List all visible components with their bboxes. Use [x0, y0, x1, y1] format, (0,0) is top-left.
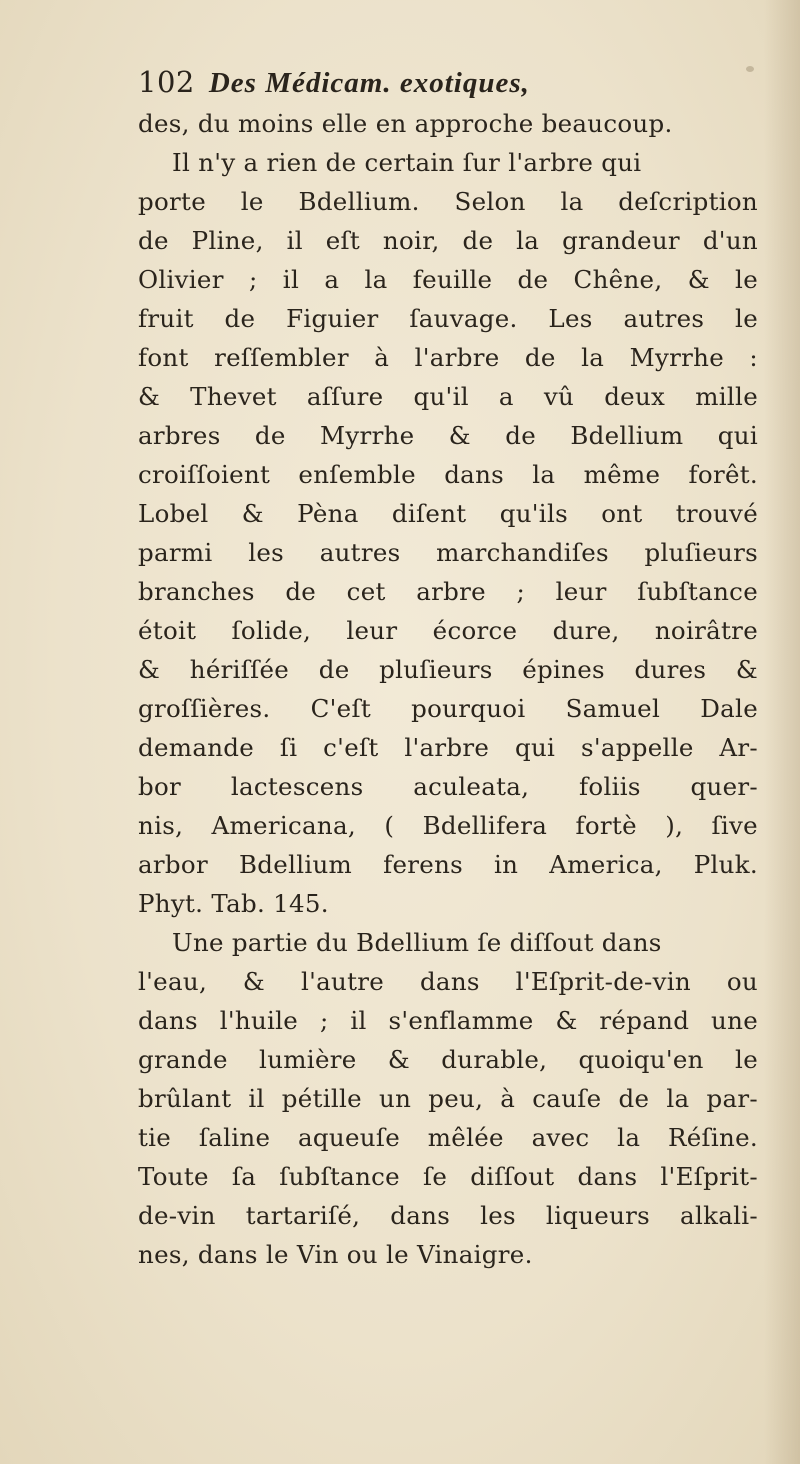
text-line: & Thevet aſſure qu'il a vû deux mille: [138, 382, 758, 411]
text-line: nes, dans le Vin ou le Vinaigre.: [138, 1240, 533, 1269]
text-line: branches de cet arbre ; leur ſubſtance: [138, 577, 758, 606]
text-line: font reſſembler à l'arbre de la Myrrhe :: [138, 343, 758, 372]
text-line: Lobel & Pèna diſent qu'ils ont trouvé: [138, 499, 758, 528]
page-edge-shadow: [764, 0, 800, 1464]
text-line: des, du moins elle en approche beaucoup.: [138, 109, 673, 138]
text-line: étoit ſolide, leur écorce dure, noirâtre: [138, 616, 758, 645]
text-line: fruit de Figuier ſauvage. Les autres le: [138, 304, 758, 333]
text-line: Une partie du Bdellium ſe diſſout dans: [172, 928, 662, 957]
text-block: [138, 60, 758, 1274]
text-line: demande ſi c'eſt l'arbre qui s'appelle Ar-: [138, 733, 758, 762]
text-line: dans l'huile ; il s'enflamme & répand une: [138, 1006, 758, 1035]
running-title: Des Médicam. exotiques,: [208, 67, 530, 99]
text-line: Phyt. Tab. 145.: [138, 889, 329, 918]
text-line: croiſſoient enſemble dans la même forêt.: [138, 460, 758, 489]
text-line: & hériſſée de pluſieurs épines dures &: [138, 655, 758, 684]
text-line: brûlant il pétille un peu, à cauſe de la par-: [138, 1084, 758, 1113]
page-number: 102: [138, 65, 195, 99]
text-line: groſſières. C'eſt pourquoi Samuel Dale: [138, 694, 758, 723]
text-line: arbor Bdellium ferens in America, Pluk.: [138, 850, 758, 879]
text-line: Toute ſa ſubſtance ſe diſſout dans l'Eſprit-: [138, 1162, 758, 1191]
text-line: l'eau, & l'autre dans l'Eſprit-de-vin ou: [138, 967, 758, 996]
running-header: [138, 60, 758, 104]
text-line: Olivier ; il a la feuille de Chêne, & le: [138, 265, 758, 294]
text-line: Il n'y a rien de certain ſur l'arbre qui: [172, 148, 642, 177]
text-line: grande lumière & durable, quoiqu'en le: [138, 1045, 758, 1074]
text-line: de-vin tartariſé, dans les liqueurs alkali-: [138, 1201, 758, 1230]
text-line: tie ſaline aqueuſe mêlée avec la Réſine.: [138, 1123, 758, 1152]
text-line: bor lactescens aculeata, foliis quer-: [138, 772, 758, 801]
text-line: porte le Bdellium. Selon la deſcription: [138, 187, 758, 216]
text-line: parmi les autres marchandiſes pluſieurs: [138, 538, 758, 567]
text-line: nis, Americana, ( Bdellifera fortè ), ſive: [138, 811, 758, 840]
text-line: de Pline, il eſt noir, de la grandeur d'un: [138, 226, 758, 255]
text-line: arbres de Myrrhe & de Bdellium qui: [138, 421, 758, 450]
